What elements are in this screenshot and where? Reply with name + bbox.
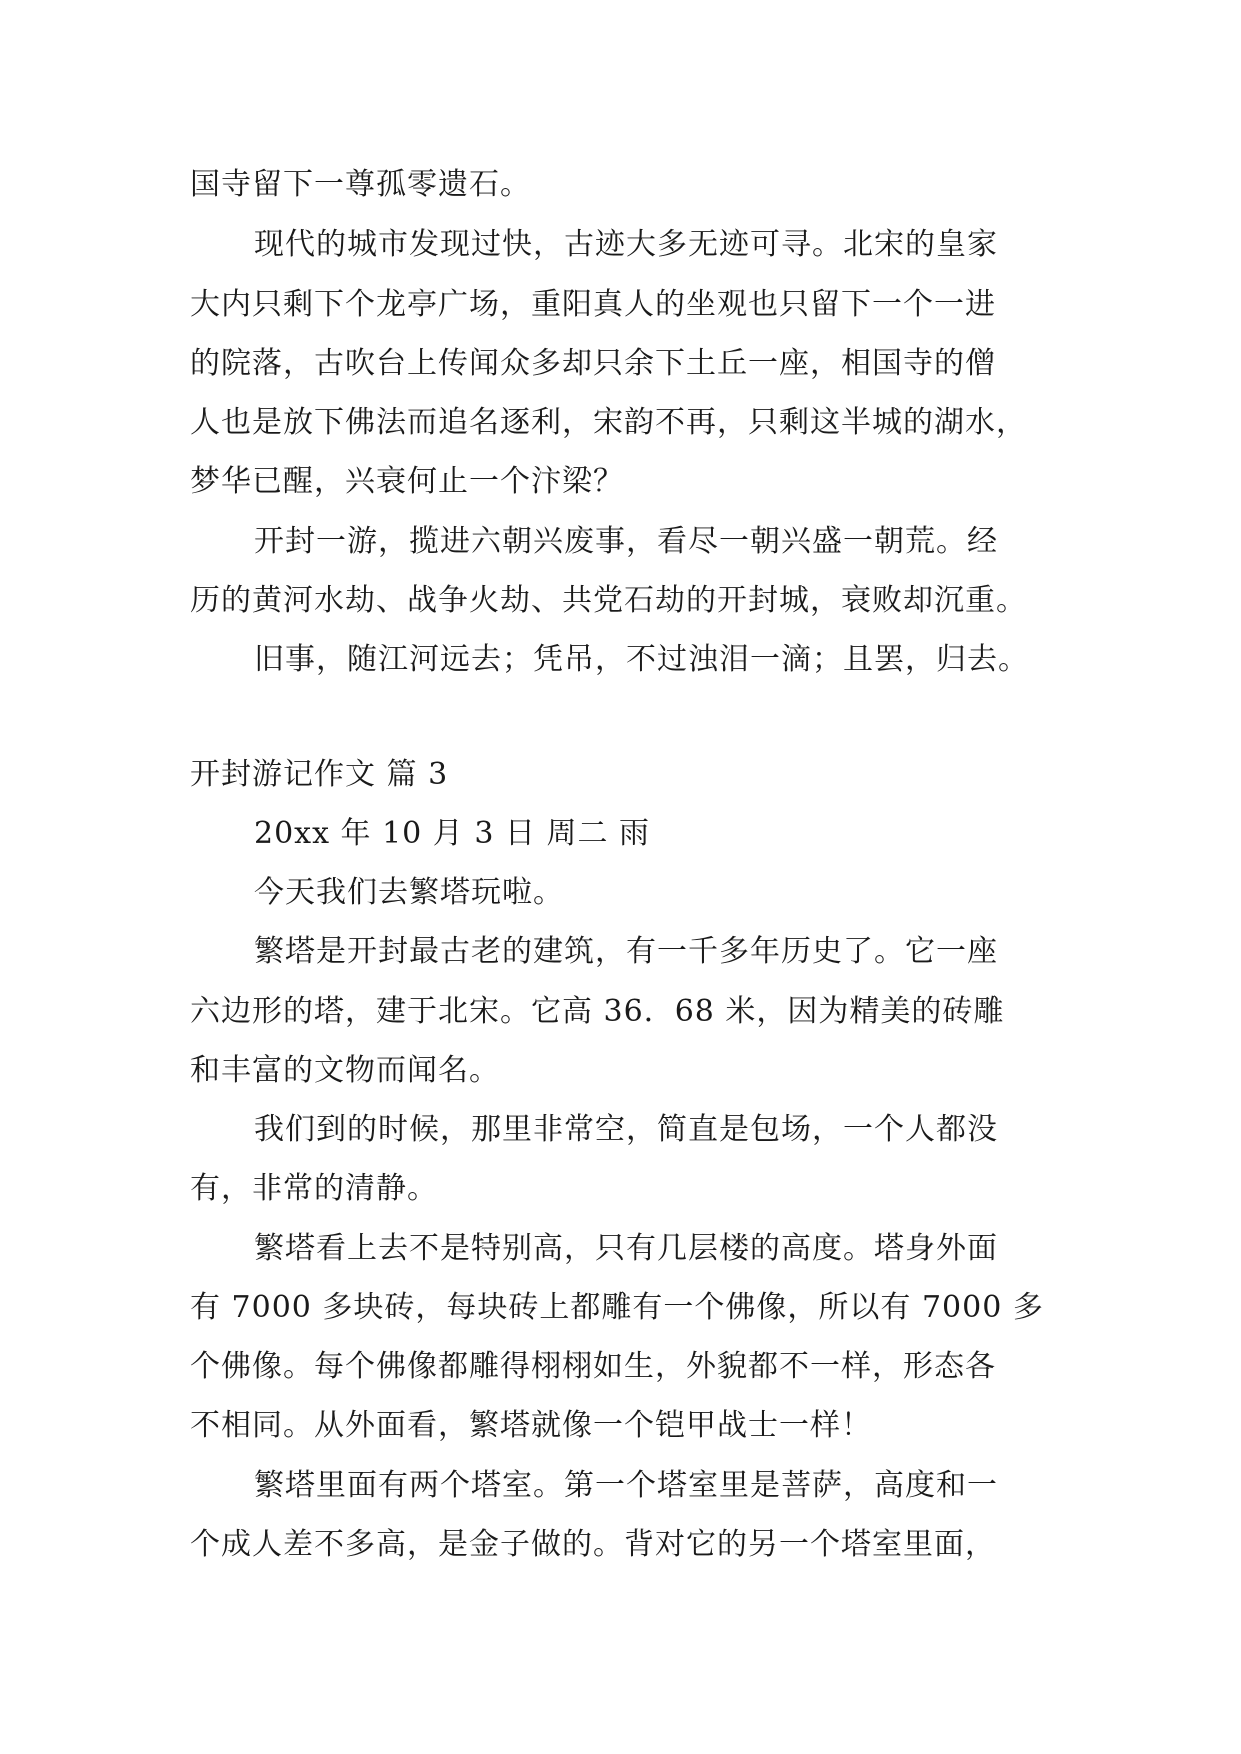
text-line: 国寺留下一尊孤零遗石。 — [190, 167, 531, 202]
date-line: 20xx 年 10 月 3 日 周二 雨 — [254, 816, 651, 851]
text-line: 和丰富的文物而闻名。 — [190, 1053, 500, 1088]
text-line: 现代的城市发现过快，古迹大多无迹可寻。北宋的皇家 — [254, 227, 998, 262]
text-line: 繁塔里面有两个塔室。第一个塔室里是菩萨，高度和一 — [254, 1468, 998, 1503]
text-line: 有，非常的清静。 — [190, 1171, 438, 1206]
text-line: 旧事，随江河远去；凭吊，不过浊泪一滴；且罢，归去。 — [254, 642, 1029, 677]
text-line: 繁塔看上去不是特别高，只有几层楼的高度。塔身外面 — [254, 1231, 998, 1266]
text-line: 六边形的塔，建于北宋。它高 36．68 米，因为精美的砖雕 — [190, 994, 1005, 1029]
text-line: 我们到的时候，那里非常空，简直是包场，一个人都没 — [254, 1112, 998, 1147]
text-line: 有 7000 多块砖，每块砖上都雕有一个佛像，所以有 7000 多 — [190, 1290, 1044, 1325]
text-line: 开封一游，揽进六朝兴废事，看尽一朝兴盛一朝荒。经 — [254, 524, 998, 559]
text-line: 今天我们去繁塔玩啦。 — [254, 875, 564, 910]
text-line: 个佛像。每个佛像都雕得栩栩如生，外貌都不一样，形态各 — [190, 1349, 996, 1384]
text-line: 梦华已醒，兴衰何止一个汴梁？ — [190, 464, 624, 499]
text-line: 的院落，古吹台上传闻众多却只余下土丘一座，相国寺的僧 — [190, 346, 996, 381]
text-line: 不相同。从外面看，繁塔就像一个铠甲战士一样！ — [190, 1408, 872, 1443]
text-line: 大内只剩下个龙亭广场，重阳真人的坐观也只留下一个一进 — [190, 287, 996, 322]
section-heading: 开封游记作文 篇 3 — [190, 757, 449, 792]
text-line: 历的黄河水劫、战争火劫、共党石劫的开封城，衰败却沉重。 — [190, 583, 1027, 618]
text-line: 人也是放下佛法而追名逐利，宋韵不再，只剩这半城的湖水， — [190, 405, 1027, 440]
text-line: 繁塔是开封最古老的建筑，有一千多年历史了。它一座 — [254, 934, 998, 969]
text-line: 个成人差不多高，是金子做的。背对它的另一个塔室里面， — [190, 1527, 996, 1562]
